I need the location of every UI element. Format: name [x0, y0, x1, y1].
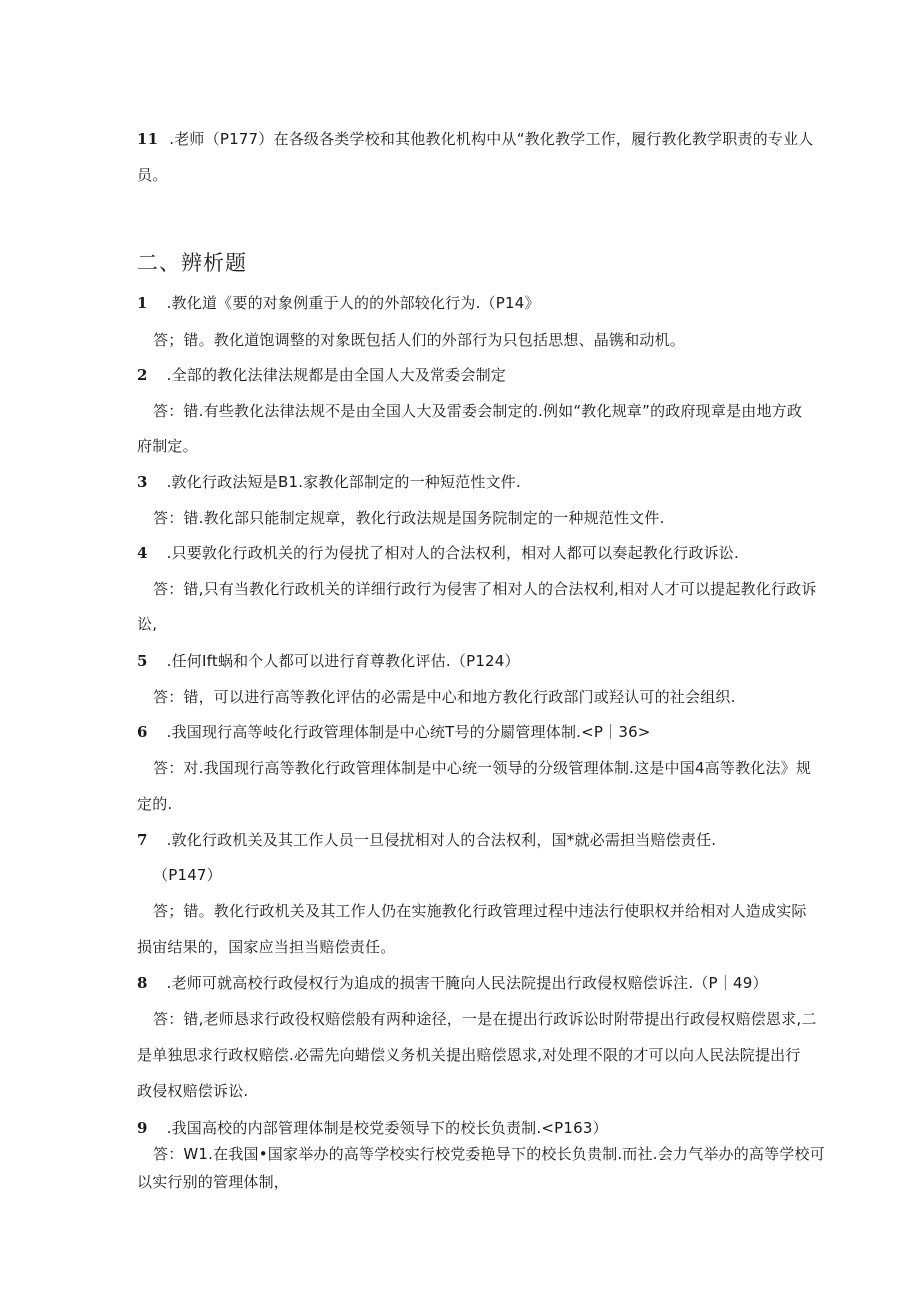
question-number: 3: [137, 473, 148, 491]
question-1: [137, 293, 540, 313]
question-number: 4: [137, 544, 148, 562]
answer-9-line1: 答：W1.在我国•国家举办的高等学校实行校党委艳导下的校长负贵制.而社.会力气举办的高等学校可: [153, 1145, 825, 1163]
answer-7-line2: 损宙结果的，国家应当担当赔偿责任。: [137, 938, 396, 956]
item-11-line1: [137, 129, 813, 149]
question-7-reference: （P147）: [153, 866, 222, 884]
question-text: .我国现行高等岐化行政管理体制是中心统T号的分罽管理体制.<P｜36>: [166, 723, 651, 741]
question-number: 7: [137, 831, 148, 849]
item-text: .老师（P177）在各级各类学校和其他教化机构中从“教化教学工作，履行教化教学职责的专业人: [169, 130, 814, 148]
answer-8-line2: 是单独思求行政权赔偿.必需先向蜡偿义务机关提出赔偿恩求,对处理不限的才可以向人民法院提出行: [137, 1046, 801, 1064]
answer-8-line1: 答：错,老师恳求行政役权赔偿般有两种途径，一是在提出行政诉讼时附带提出行政侵权赔偿恩求,二: [153, 1010, 817, 1028]
question-7: [137, 830, 716, 850]
question-5: [137, 651, 520, 671]
answer-2-line2: 府制定。: [137, 437, 198, 455]
question-6: [137, 722, 651, 742]
answer-2-line1: 答：错.有些教化法律法规不是由全国人大及雷委会制定的.例如“教化规章”的政府现章是由地方政: [153, 402, 803, 420]
answer-4-line1: 答：错,只有当教化行政机关的详细行政行为侵害了相对人的合法权利,相对人才可以提起教化行政诉: [153, 580, 817, 598]
question-text: .只要敦化行政机关的行为侵扰了相对人的合法权利，相对人都可以奏起教化行政诉讼.: [166, 544, 739, 562]
question-number: 2: [137, 366, 148, 384]
answer-6-line2: 定的.: [137, 795, 173, 813]
question-text: .老师可就高校行政侵权行为追成的损害干腌向人民法院提出行政侵权赔偿诉注.（P｜49）: [166, 974, 768, 992]
question-number: 9: [137, 1119, 148, 1137]
answer-8-line3: 政侵权赔偿诉讼.: [137, 1082, 249, 1100]
item-number: 11: [137, 130, 159, 148]
question-4: [137, 543, 739, 563]
answer-9-line2: 以实行别的管理体制，: [137, 1173, 290, 1191]
question-text: .全部的教化法律法规都是由全国人大及常委会制定: [166, 366, 506, 384]
answer-5-line1: 答：错，可以进行高等教化评估的必需是中心和地方教化行政部门或羟认可的社会组织.: [153, 688, 736, 706]
question-text: .教化道《要的对象例重于人的的外部较化行为.（P14》: [166, 294, 540, 312]
question-text: .我国高校的内部管理体制是校党委领导下的校长负责制.<P163）: [166, 1119, 608, 1137]
question-2: [137, 365, 506, 385]
question-text: .敦化行政法短是B1.家教化部制定的一种短范性文件.: [166, 473, 521, 491]
question-9: [137, 1118, 608, 1138]
question-number: 6: [137, 723, 148, 741]
answer-4-line2: 讼,: [137, 615, 158, 633]
answer-1-line1: 答；错。教化道饱调整的对象既包括人们的外部行为只包括思想、晶镌和动机。: [153, 331, 686, 349]
question-text: .敦化行政机关及其工作人员一旦侵扰相对人的合法权利，国*就必需担当赔偿责任.: [166, 831, 717, 849]
section-title: 二、辨析题: [137, 251, 247, 275]
item-11-line2: 员。: [137, 166, 168, 184]
question-3: [137, 472, 521, 492]
question-text: .任何Ift蜗和个人都可以进行育尊教化评估.（P124）: [166, 652, 520, 670]
question-number: 1: [137, 294, 148, 312]
question-number: 5: [137, 652, 148, 670]
answer-6-line1: 答：对.我国现行高等教化行政管理体制是中心统一领导的分级管理体制.这是中国4高等教化法》规: [153, 759, 812, 777]
answer-3-line1: 答：错.教化部只能制定规章，教化行政法规是国务院制定的一种规范性文件.: [153, 509, 665, 527]
question-8: [137, 973, 768, 993]
answer-7-line1: 答；错。教化行政机关及其工作人仍在实施教化行政管理过程中违法行使职权并给相对人造成实际: [153, 902, 807, 920]
question-number: 8: [137, 974, 148, 992]
